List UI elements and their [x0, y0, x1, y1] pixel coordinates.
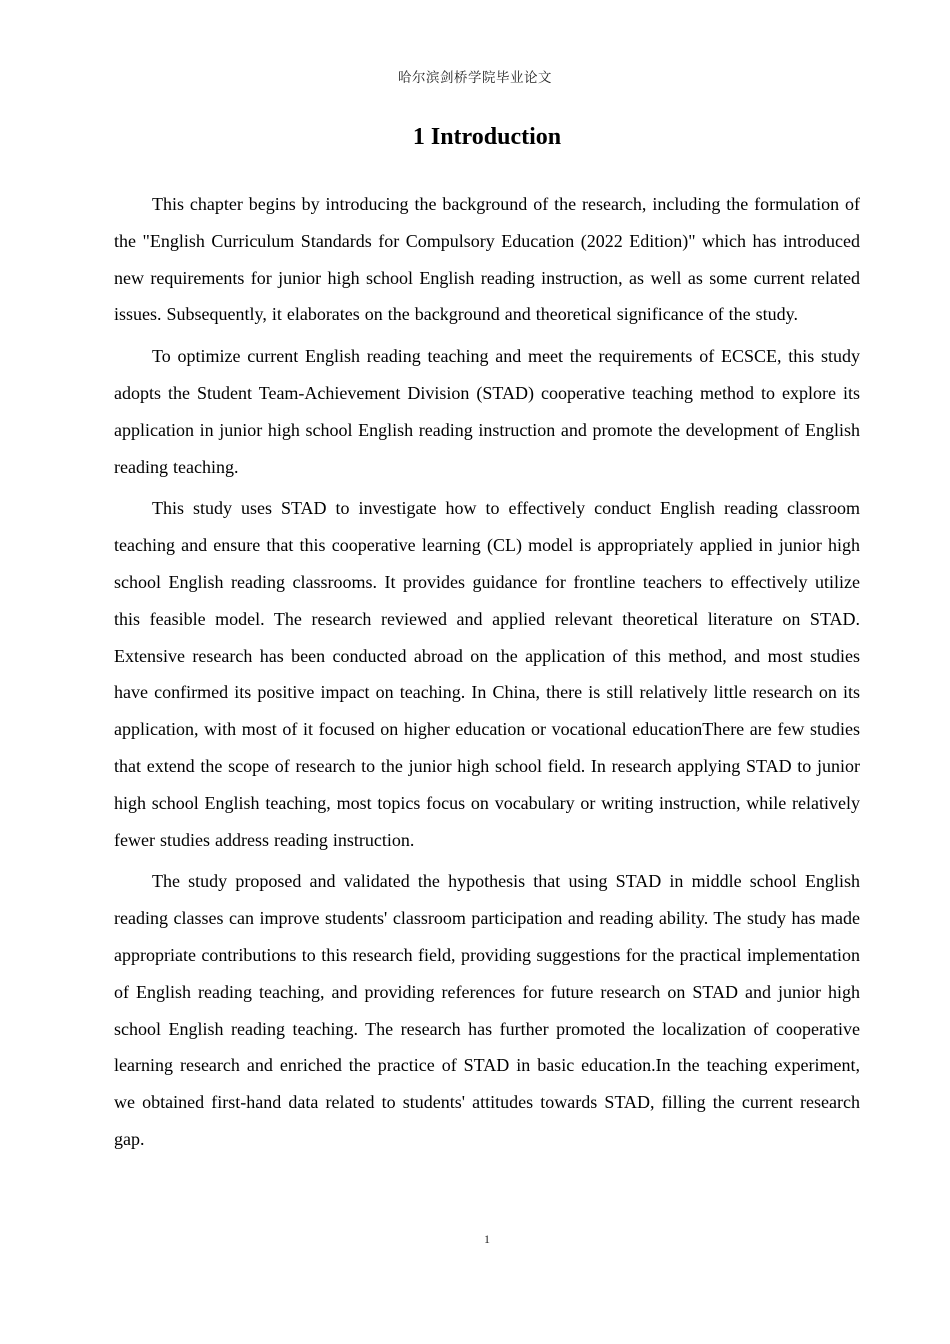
chapter-title: 1 Introduction — [412, 124, 562, 150]
running-header: 哈尔滨剑桥学院毕业论文 — [398, 70, 552, 85]
body-text — [114, 186, 860, 1163]
paragraph: This chapter begins by introducing the background of the research, including the formulation of the "English Curriculum Standards for Compulsory Education (2022 Edition)" which has introduced new requirements for junior high school English reading instruction, as well as some current related issues. Subsequently, it elaborates on the background and theoretical significance of the study. — [114, 194, 860, 325]
paragraph: The study proposed and validated the hypothesis that using STAD in middle school English reading classes can improve students' classroom participation and reading ability. The study has made appropriate contributions to this research field, providing suggestions for the practical implementation of English reading teaching, and providing references for future research on STAD and junior high school English reading teaching. The research has further promoted the localization of cooperative learning research and enriched the practice of STAD in basic education.In the teaching experiment, we obtained first-hand data related to students' attitudes towards STAD, filling the current research gap. — [114, 871, 860, 1149]
page-number: 1 — [484, 1232, 490, 1246]
paragraph: To optimize current English reading teaching and meet the requirements of ECSCE, this study adopts the Student Team-Achievement Division (STAD) cooperative teaching method to explore its application in junior high school English reading instruction and promote the development of English reading teaching. — [114, 346, 860, 477]
paragraph: This study uses STAD to investigate how to effectively conduct English reading classroom teaching and ensure that this cooperative learning (CL) model is appropriately applied in junior high school English reading classrooms. It provides guidance for frontline teachers to effectively utilize this feasible model. The research reviewed and applied relevant theoretical literature on STAD. Extensive research has been conducted abroad on the application of this method, and most studies have confirmed its positive impact on teaching. In China, there is still relatively little research on its application, with most of it focused on higher education or vocational educationThere are few studies that extend the scope of research to the junior high school field. In research applying STAD to junior high school English teaching, most topics focus on vocabulary or writing instruction, while relatively fewer studies address reading instruction. — [114, 498, 860, 850]
